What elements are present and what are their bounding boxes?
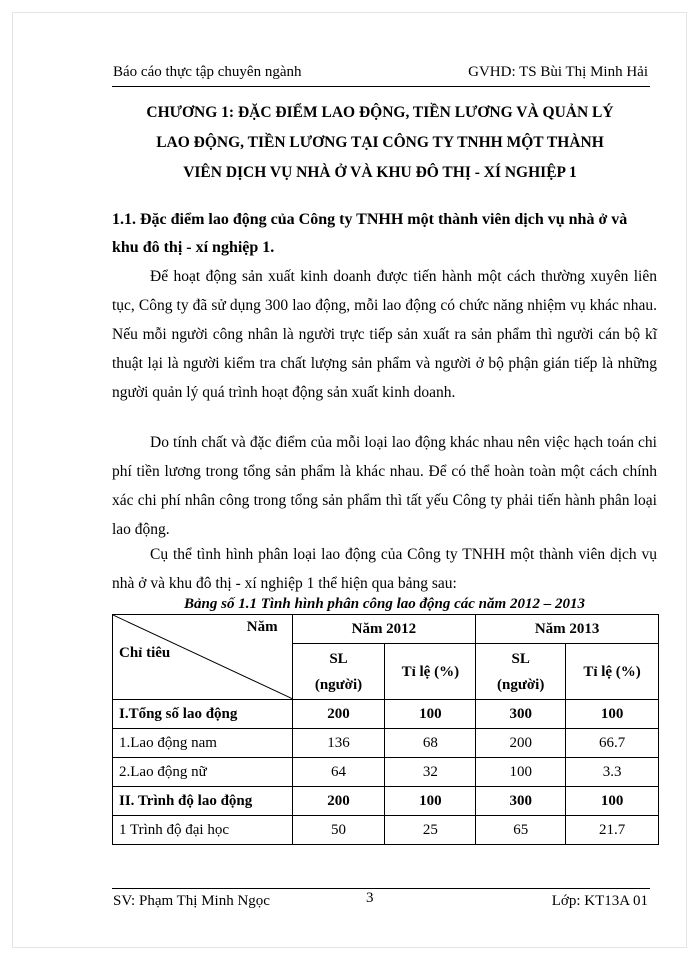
cell-value: 50 xyxy=(292,816,385,845)
section-heading: 1.1. Đặc điểm lao động của Công ty TNHH một thành viên dịch vụ nhà ở và khu đô thị - xí nghiệp 1. xyxy=(112,211,628,256)
paragraph-1: Để hoạt động sản xuất kinh doanh được tiến hành một cách thường xuyên liên tục, Công ty đã sử dụng 300 lao động, mỗi lao động có chức năng nhiệm vụ khác nhau. Nếu mỗi người công nhân là người trực tiếp sản xuất ra sản phẩm thì người cán bộ kĩ thuật lại là người kiểm tra chất lượng sản phẩm và người ở bộ phận gián tiếp là những người quản lý quá trình hoạt động sản xuất kinh doanh. xyxy=(112,268,657,401)
row-label: 1 Trình độ đại học xyxy=(113,816,293,845)
labor-table xyxy=(112,614,659,845)
row-label: I.Tổng số lao động xyxy=(113,700,293,729)
footer-divider xyxy=(112,888,650,889)
cell-value: 68 xyxy=(385,729,476,758)
table-row xyxy=(113,700,659,729)
sl-header-2012 xyxy=(292,644,385,700)
ratio-header-2012: Tỉ lệ (%) xyxy=(385,644,476,700)
footer-student: SV: Phạm Thị Minh Ngọc xyxy=(113,893,270,909)
cell-value: 200 xyxy=(292,700,385,729)
year-header-2013: Năm 2013 xyxy=(476,615,659,644)
cell-value: 66.7 xyxy=(566,729,659,758)
cell-value: 100 xyxy=(566,787,659,816)
cell-value: 300 xyxy=(476,700,566,729)
corner-indicator-label: Chỉ tiêu xyxy=(119,645,171,661)
cell-value: 300 xyxy=(476,787,566,816)
chapter-title-line-3: VIÊN DỊCH VỤ NHÀ Ở VÀ KHU ĐÔ THỊ - XÍ NGHIỆP 1 xyxy=(183,164,577,181)
header-right: GVHD: TS Bùi Thị Minh Hải xyxy=(468,64,648,80)
page-number: 3 xyxy=(366,890,374,906)
cell-value: 25 xyxy=(385,816,476,845)
sl-header-2013 xyxy=(476,644,566,700)
cell-value: 100 xyxy=(476,758,566,787)
cell-value: 100 xyxy=(385,787,476,816)
ratio-header-2013: Tỉ lệ (%) xyxy=(566,644,659,700)
cell-value: 200 xyxy=(476,729,566,758)
cell-value: 100 xyxy=(385,700,476,729)
cell-value: 21.7 xyxy=(566,816,659,845)
header-left: Báo cáo thực tập chuyên ngành xyxy=(113,64,302,80)
cell-value: 200 xyxy=(292,787,385,816)
table-caption: Bảng số 1.1 Tình hình phân công lao động các năm 2012 – 2013 xyxy=(184,596,585,612)
year-header-2012: Năm 2012 xyxy=(292,615,476,644)
paragraph-2: Do tính chất và đặc điểm của mỗi loại lao động khác nhau nên việc hạch toán chi phí tiền lương trong tổng sản phẩm là khác nhau. Để có thể hoàn toàn một cách chính xác chi phí nhân công trong tổng sản phẩm thì tất yếu Công ty phải tiến hành phân loại lao động. xyxy=(112,434,657,538)
sl-unit: (người) xyxy=(497,676,545,693)
chapter-title-line-1: CHƯƠNG 1: ĐẶC ĐIỂM LAO ĐỘNG, TIỀN LƯƠNG VÀ QUẢN LÝ xyxy=(146,104,614,121)
sl-label: SL xyxy=(329,650,348,667)
sl-label: SL xyxy=(511,650,530,667)
corner-year-label: Năm xyxy=(246,619,278,635)
table-row xyxy=(113,729,659,758)
table-row xyxy=(113,787,659,816)
table-row xyxy=(113,758,659,787)
row-label: 1.Lao động nam xyxy=(113,729,293,758)
cell-value: 65 xyxy=(476,816,566,845)
table-corner-cell xyxy=(113,615,293,700)
row-label: 2.Lao động nữ xyxy=(113,758,293,787)
cell-value: 3.3 xyxy=(566,758,659,787)
chapter-title xyxy=(100,98,660,188)
cell-value: 64 xyxy=(292,758,385,787)
sl-unit: (người) xyxy=(314,676,363,693)
header-divider xyxy=(112,86,650,87)
cell-value: 136 xyxy=(292,729,385,758)
row-label: II. Trình độ lao động xyxy=(113,787,293,816)
paragraph-3: Cụ thể tình hình phân loại lao động của Công ty TNHH một thành viên dịch vụ nhà ở và khu đô thị - xí nghiệp 1 thể hiện qua bảng sau: xyxy=(112,546,657,592)
footer-class: Lớp: KT13A 01 xyxy=(551,893,648,909)
table-row xyxy=(113,816,659,845)
cell-value: 100 xyxy=(566,700,659,729)
chapter-title-line-2: LAO ĐỘNG, TIỀN LƯƠNG TẠI CÔNG TY TNHH MỘT THÀNH xyxy=(156,134,604,151)
cell-value: 32 xyxy=(385,758,476,787)
